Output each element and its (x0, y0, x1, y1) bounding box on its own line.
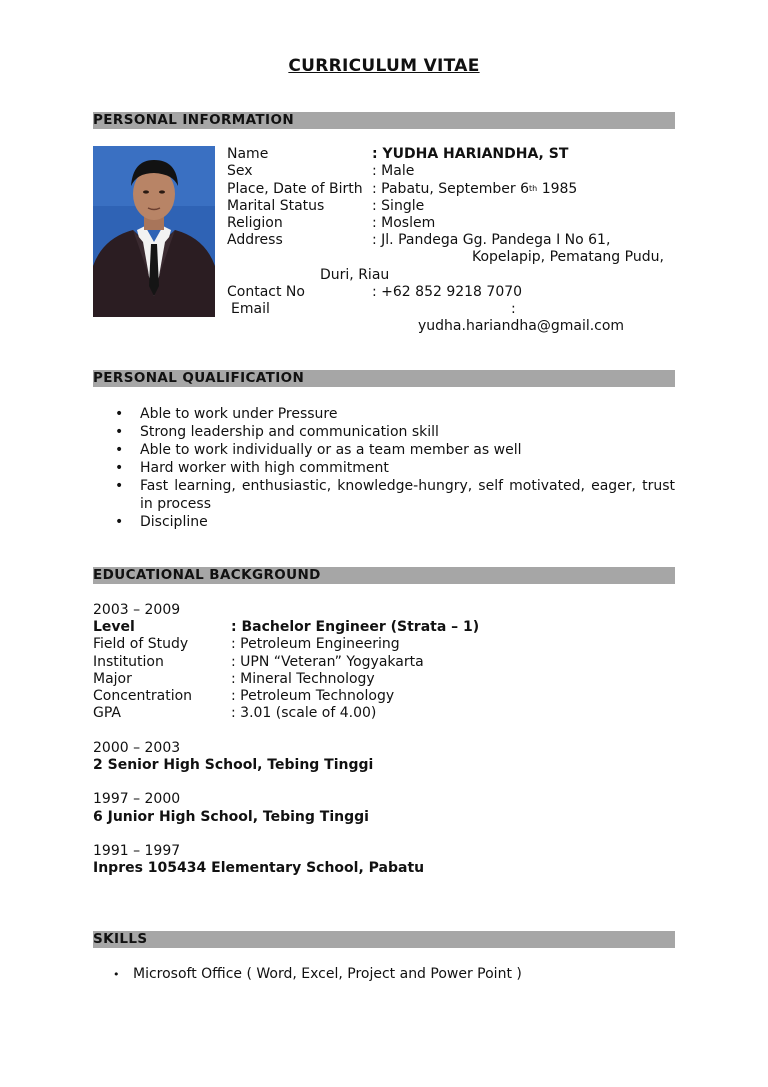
institution-label: Institution (93, 654, 164, 670)
school-junior-high: 6 Junior High School, Tebing Tinggi (93, 809, 369, 825)
field-of-study-value: : Petroleum Engineering (231, 636, 400, 652)
section-header-personal-information: PERSONAL INFORMATION (93, 112, 675, 129)
education-period-university: 2003 – 2009 (93, 602, 181, 618)
concentration-value: : Petroleum Technology (231, 688, 395, 704)
school-senior-high: 2 Senior High School, Tebing Tinggi (93, 757, 374, 773)
birth-value: : Pabatu, September 6th 1985 (372, 181, 578, 197)
religion-label: Religion (227, 215, 283, 231)
birth-label: Place, Date of Birth (227, 181, 363, 197)
list-item: • Able to work under Pressure (115, 406, 338, 422)
profile-photo (93, 146, 215, 317)
major-label: Major (93, 671, 132, 687)
page-title: CURRICULUM VITAE (288, 56, 480, 76)
list-item: • Hard worker with high commitment (115, 460, 389, 476)
bullet-icon: • (115, 442, 124, 458)
bullet-icon: • (115, 460, 124, 476)
education-period-elementary: 1991 – 1997 (93, 843, 181, 859)
concentration-label: Concentration (93, 688, 193, 704)
skill-item: Microsoft Office ( Word, Excel, Project and Power Point ) (133, 966, 522, 982)
email-value: yudha.hariandha@gmail.com (418, 318, 625, 334)
gpa-label: GPA (93, 705, 121, 721)
gpa-value: : 3.01 (scale of 4.00) (231, 705, 377, 721)
marital-status-label: Marital Status (227, 198, 325, 214)
qualification-list (93, 405, 675, 531)
list-item: • Discipline (115, 514, 208, 530)
name-label: Name (227, 146, 269, 162)
level-label: Level (93, 619, 135, 635)
major-value: : Mineral Technology (231, 671, 375, 687)
address-line-1: : Jl. Pandega Gg. Pandega I No 61, (372, 232, 611, 248)
school-elementary: Inpres 105434 Elementary School, Pabatu (93, 860, 425, 876)
marital-status-value: : Single (372, 198, 425, 214)
contact-value: : +62 852 9218 7070 (372, 284, 523, 300)
list-item: • Strong leadership and communication skill (115, 424, 439, 440)
bullet-icon: • (115, 406, 124, 422)
bullet-icon: • (115, 424, 124, 440)
email-label: Email (231, 301, 270, 317)
list-item: • Fast learning, enthusiastic, knowledge-hungry, self motivated, eager, trust in process (115, 478, 675, 512)
section-header-skills: SKILLS (93, 931, 675, 948)
address-line-3: Duri, Riau (320, 267, 390, 283)
institution-value: : UPN “Veteran” Yogyakarta (231, 654, 424, 670)
list-item: • Able to work individually or as a team member as well (115, 442, 522, 458)
bullet-icon: • (115, 514, 124, 530)
field-of-study-label: Field of Study (93, 636, 189, 652)
address-label: Address (227, 232, 283, 248)
religion-value: : Moslem (372, 215, 436, 231)
bullet-icon: • (115, 478, 124, 494)
address-line-2: Kopelapip, Pematang Pudu, (472, 249, 664, 265)
name-value: : YUDHA HARIANDHA, ST (372, 146, 569, 162)
sex-label: Sex (227, 163, 253, 179)
contact-label: Contact No (227, 284, 305, 300)
section-header-personal-qualification: PERSONAL QUALIFICATION (93, 370, 675, 387)
sex-value: : Male (372, 163, 415, 179)
education-period-junior-high: 1997 – 2000 (93, 791, 181, 807)
level-value: : Bachelor Engineer (Strata – 1) (231, 619, 480, 635)
email-colon: : (511, 301, 516, 317)
bullet-icon: • (113, 968, 120, 981)
section-header-educational-background: EDUCATIONAL BACKGROUND (93, 567, 675, 584)
education-period-senior-high: 2000 – 2003 (93, 740, 181, 756)
